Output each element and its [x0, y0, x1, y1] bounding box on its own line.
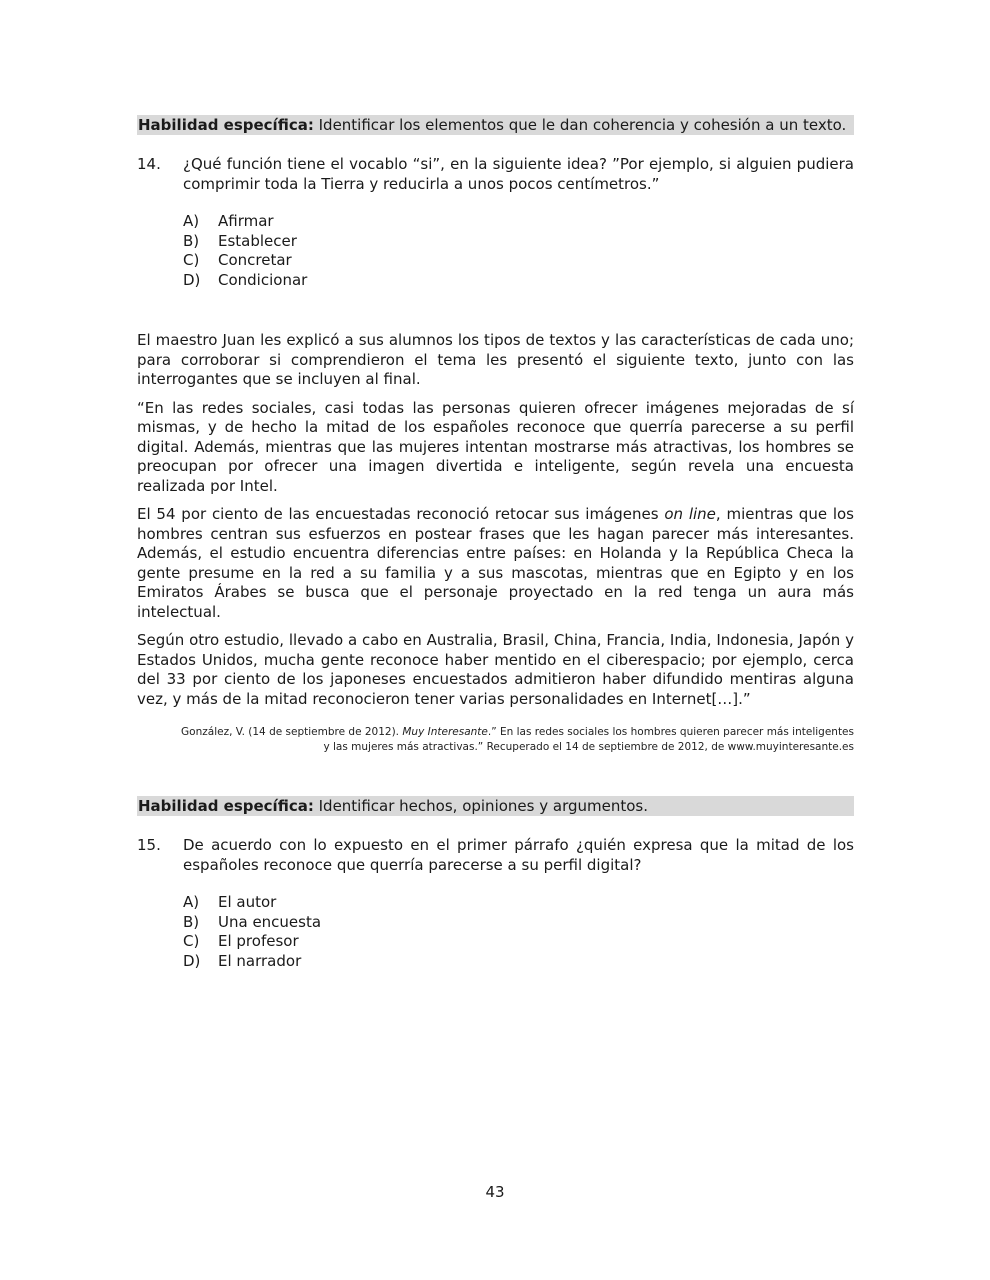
citation-line-2: y las mujeres más atractivas.” Recuperado el 14 de septiembre de 2012, de www.muyinteresante.es — [323, 741, 854, 753]
page-number: 43 — [485, 1183, 505, 1201]
option-text: Condicionar — [218, 270, 308, 289]
option-letter: D) — [183, 951, 201, 970]
question-number: 15. — [137, 836, 161, 854]
question-15 — [137, 835, 854, 875]
option-text: El profesor — [218, 932, 299, 950]
option-a[interactable] — [183, 893, 854, 913]
citation-text: González, V. (14 de septiembre de 2012). — [181, 726, 403, 738]
skill-label: Habilidad específica: — [138, 797, 314, 815]
skill-header-1 — [137, 115, 854, 135]
option-letter: C) — [183, 932, 200, 950]
text-span: El 54 por ciento de las encuestadas reconoció retocar sus imágenes — [137, 505, 665, 523]
option-d[interactable] — [183, 271, 854, 291]
citation-text: .” En las redes sociales los hombres quieren parecer más inteligentes — [487, 726, 854, 738]
option-letter: A) — [183, 212, 200, 230]
option-text: El autor — [218, 893, 277, 911]
italic-text: on line — [664, 505, 716, 523]
citation-title: Muy Interesante — [402, 726, 488, 738]
text-span: , mientras que los hombres centran sus esfuerzos en postear frases que les hagan parecer más interesantes. Además, el estudio encuentra diferencias entre países: en Holanda y la República Checa la gente presume en la red a su familia y a sus mascotas, mientras que en Egipto y en los Emiratos Árabes se busca que el personaje proyectado en la red tenga un aura más intelectual. — [137, 505, 855, 621]
option-a[interactable] — [183, 212, 854, 232]
option-c[interactable] — [183, 251, 854, 271]
skill-text: Identificar hechos, opiniones y argumentos. — [318, 797, 648, 815]
option-text: Concretar — [218, 251, 292, 269]
option-text: Una encuesta — [218, 912, 322, 931]
citation — [137, 725, 854, 755]
reading-intro: El maestro Juan les explicó a sus alumnos los tipos de textos y las características de cada uno; para corroborar si comprendieron el tema les presentó el siguiente texto, junto con las interrogantes que se incluyen al final. — [137, 331, 854, 388]
option-text: El narrador — [218, 951, 302, 970]
question-text: ¿Qué función tiene el vocablo “si”, en la siguiente idea? ”Por ejemplo, si alguien pudiera comprimir toda la Tierra y reducirla a unos pocos centímetros.” — [183, 155, 854, 193]
option-letter: C) — [183, 251, 200, 269]
citation-line-1 — [137, 725, 854, 740]
option-d[interactable] — [183, 952, 854, 972]
option-letter: B) — [183, 231, 200, 250]
option-letter: D) — [183, 270, 201, 289]
skill-header-2 — [137, 796, 854, 816]
question-14 — [137, 154, 854, 194]
exam-page — [137, 115, 854, 971]
reading-paragraph-3: Según otro estudio, llevado a cabo en Australia, Brasil, China, Francia, India, Indonesia, Japón y Estados Unidos, mucha gente reconoce haber mentido en el ciberespacio; por ejemplo, cerca del 33 por ciento de los japoneses encuestados admitieron haber difundido mentiras alguna vez, y más de la mitad reconocieron tener varias personalidades en Internet[…].” — [137, 631, 854, 708]
question-14-options — [183, 212, 854, 290]
question-15-options — [183, 893, 854, 971]
skill-label: Habilidad específica: — [138, 116, 314, 134]
option-text: Establecer — [218, 231, 297, 250]
question-number: 14. — [137, 155, 161, 173]
skill-text: Identificar los elementos que le dan coherencia y cohesión a un texto. — [318, 116, 847, 134]
reading-paragraph-1: “En las redes sociales, casi todas las personas quieren ofrecer imágenes mejoradas de sí mismas, y de hecho la mitad de los españoles reconoce que querría parecerse a su perfil digital. Además, mientras que las mujeres intentan mostrarse más atractivas, los hombres se preocupan por ofrecer una imagen divertida e inteligente, según revela una encuesta realizada por Intel. — [137, 398, 854, 495]
option-letter: A) — [183, 893, 200, 911]
option-c[interactable] — [183, 932, 854, 952]
question-text: De acuerdo con lo expuesto en el primer párrafo ¿quién expresa que la mitad de los españoles reconoce que querría parecerse a su perfil digital? — [183, 836, 854, 874]
reading-paragraph-2 — [137, 505, 854, 622]
option-text: Afirmar — [218, 212, 274, 230]
option-b[interactable] — [183, 913, 854, 933]
option-b[interactable] — [183, 232, 854, 252]
option-letter: B) — [183, 912, 200, 931]
